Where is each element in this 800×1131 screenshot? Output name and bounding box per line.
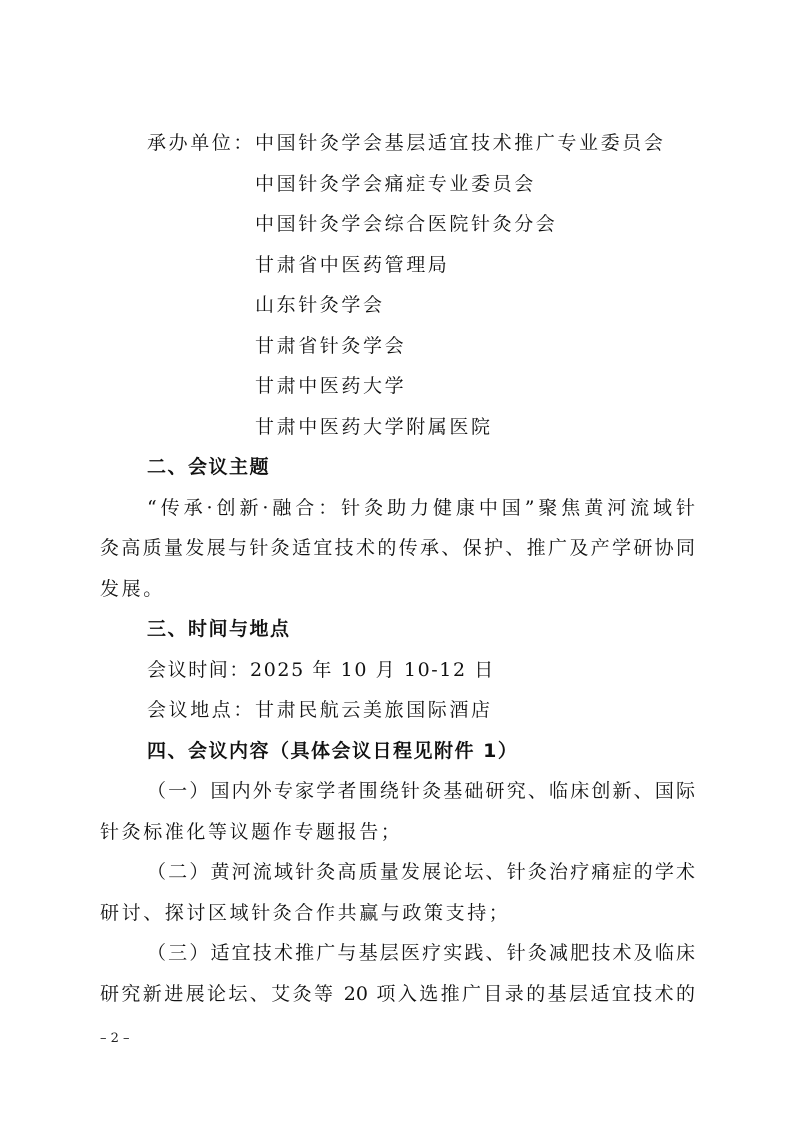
organizer-item: 中国针灸学会痛症专业委员会 [255, 173, 536, 195]
section-heading-time-place: 三、时间与地点 [147, 618, 291, 640]
page-number: – 2 – [100, 1031, 130, 1046]
content-paragraph-line: 针灸标准化等议题作专题报告； [100, 821, 403, 843]
meeting-location: 会议地点：甘肃民航云美旅国际酒店 [147, 699, 493, 721]
theme-paragraph-line: 灸高质量发展与针灸适宜技术的传承、保护、推广及产学研协同 [100, 537, 695, 559]
organizers-label [147, 131, 665, 155]
organizer-item: 甘肃省中医药管理局 [255, 254, 450, 276]
theme-paragraph-line: “传承·创新·融合：针灸助力健康中国”聚焦黄河流域针 [147, 497, 695, 519]
organizers-label-text: 承办单位： [147, 132, 256, 154]
organizer-item: 中国针灸学会综合医院针灸分会 [255, 213, 558, 235]
theme-paragraph-line: 发展。 [100, 578, 165, 600]
section-heading-content: 四、会议内容（具体会议日程见附件 1） [147, 740, 519, 762]
meeting-time: 会议时间：2025 年 10 月 10-12 日 [147, 659, 495, 681]
section-heading-theme: 二、会议主题 [147, 456, 271, 478]
content-paragraph-line: （三）适宜技术推广与基层医疗实践、针灸减肥技术及临床 [147, 942, 695, 964]
organizer-item: 甘肃省针灸学会 [255, 335, 407, 357]
organizer-item: 甘肃中医药大学 [255, 375, 407, 397]
content-paragraph-line: （一）国内外专家学者围绕针灸基础研究、临床创新、国际 [147, 780, 695, 802]
content-paragraph-line: 研讨、探讨区域针灸合作共赢与政策支持； [100, 902, 511, 924]
content-paragraph-line: （二）黄河流域针灸高质量发展论坛、针灸治疗痛症的学术 [147, 861, 695, 883]
organizer-item: 甘肃中医药大学附属医院 [255, 416, 493, 438]
content-paragraph-line: 研究新进展论坛、艾灸等 20 项入选推广目录的基层适宜技术的 [100, 983, 695, 1005]
organizer-item: 中国针灸学会基层适宜技术推广专业委员会 [255, 132, 666, 154]
organizer-item: 山东针灸学会 [255, 294, 385, 316]
